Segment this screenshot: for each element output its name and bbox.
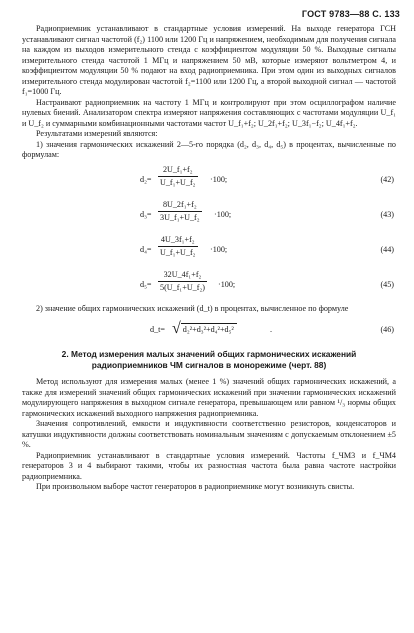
formula-denominator: 3U_f₁+U_f₂ (160, 213, 200, 222)
formula-radicand: d₂²+d₃²+d₄²+d₅² (181, 323, 237, 336)
formula-lhs: d₅= (140, 279, 152, 289)
equation-number: (44) (380, 244, 394, 254)
formula-fraction (158, 200, 202, 224)
formula-numerator: 2U_f₁+f₂ (162, 164, 193, 174)
formula-numerator: 32U_4f₁+f₂ (163, 269, 202, 279)
formula-lhs: d₂= (140, 174, 152, 184)
formula-lhs: d_t= (150, 325, 165, 334)
paragraph-harmonic-values: 1) значения гармонических искажений 2—5-го порядка (d₂, d₃, d₄, d₅) в процентах, вычисленные по формулам: (22, 139, 396, 159)
page-header: ГОСТ 9783—88 С. 133 (301, 9, 400, 19)
paragraph-components: Значения сопротивлений, емкости и индуктивности соответственно резисторов, конденсаторов и катушки индуктивности должны соответствовать номинальным значениям с допускаемым отклонением ±5 %. (22, 419, 396, 449)
section-heading-line-1: 2. Метод измерения малых значений общих гармонических искажений (61, 349, 357, 359)
formula-tail: ·100; (210, 174, 228, 184)
formula-46 (22, 317, 396, 343)
formula-tail: ·100; (210, 244, 228, 254)
formula-43 (22, 199, 396, 231)
section-heading (22, 349, 396, 371)
paragraph-whistles: При произвольном выборе частот генераторов в радиоприемнике могут возникнуть свисты. (36, 482, 355, 491)
formula-lhs: d₄= (140, 244, 152, 254)
formula-fraction (158, 165, 198, 189)
paragraph-results-title: Результатами измерений являются: (36, 129, 158, 138)
formula-tail: ·100; (214, 209, 232, 219)
formula-numerator: 8U_2f₁+f₂ (162, 199, 197, 209)
paragraph-total-distortion: 2) значение общих гармонических искажений (d_t) в процентах, вычисленное по формуле (36, 303, 349, 313)
formula-denominator: U_f₁+U_f₂ (160, 178, 196, 187)
formula-sqrt (172, 321, 237, 337)
equation-number: (45) (380, 279, 394, 289)
section-heading-line-2: радиоприемников ЧМ сигналов в монорежиме (черт. 88) (91, 360, 327, 370)
formula-tail: ·100; (218, 279, 236, 289)
equation-number: (43) (380, 209, 394, 219)
formula-lhs: d₃= (140, 209, 152, 219)
paragraph-generators: Радиоприемник устанавливают в стандартные условия измерений. Частоты f_ЧМ3 и f_ЧМ4 генераторов 3 и 4 выбирают такими, чтобы их разностная частота была равна частоте настройки радиоприемника. (22, 450, 396, 481)
equation-number: (42) (380, 174, 394, 184)
formula-numerator: 4U_3f₁+f₂ (160, 234, 195, 244)
formula-42 (22, 164, 396, 196)
formula-denominator: U_f₁+U_f₂ (160, 248, 196, 257)
formula-fraction (158, 270, 207, 294)
radical-sign: √ (172, 320, 181, 337)
formula-tail: . (270, 325, 273, 334)
equation-number: (46) (380, 325, 394, 334)
paragraph-setup: Радиоприемник устанавливают в стандартные условия измерений. На выходе генератора ГСН устанавливают сигнал частотой (f₂) 1100 или 1200 Гц и напряжением, необходимым для получения сигнала на каждом из выходов измерительного стенда с коэффициентом модуляции 50 %. Выходные сигналы измерительного стенда частотой 1 МГц и напряжением 50 мВ, которые измеряют вольтметром 4, и коэффициентом модуляции 50 % подают на вход радиоприемника. При этом один из выходных сигналов измерительного стенда модулирован частотой f₂=1100 или 1200 Гц, а второй выходной сигнал — частотой f₁=1000 Гц. (22, 24, 396, 96)
formula-fraction (158, 235, 198, 259)
paragraph-tuning: Настраивают радиоприемник на частоту 1 МГц и контролируют при этом осциллографом наличие нулевых биений. Анализатором спектра измеряют напряжения составляющих с частотами модуляции U_f₁ и U_f₂ и суммарными комбинационными частотами частот U_f₁+f₂; U_2f₁+f₂; U_3f₁−f₂; U_4f₁+f₂. (22, 97, 396, 128)
formula-45 (22, 269, 396, 301)
formula-44 (22, 234, 396, 266)
formula-denominator: 5(U_f₁+U_f₂) (160, 283, 205, 292)
paragraph-method: Метод используют для измерения малых (менее 1 %) значений общих гармонических искажений, а также для измерений значений общих гармонических искажений при значении гармонических искажений модулирующего напряжения в выходном сигнале генератора, превышающем или равном ¹/₃ нормы общих гармонических искажений выходного напряжения радиоприемника. (22, 377, 396, 418)
page-content (22, 24, 396, 493)
